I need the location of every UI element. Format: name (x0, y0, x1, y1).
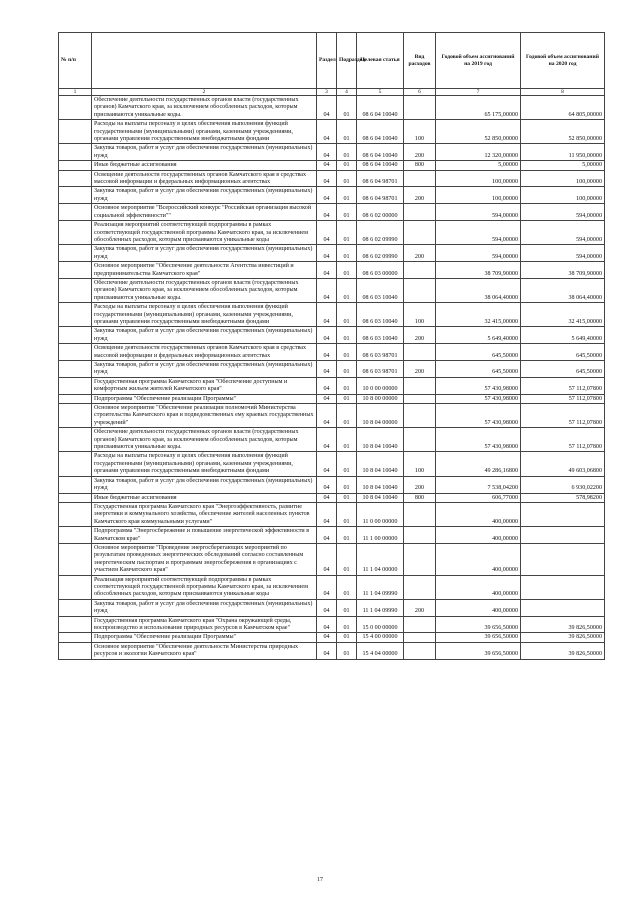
amount-2019-cell: 57 430,98000 (436, 377, 521, 394)
target-article-cell: 08 6 02 09990 (357, 221, 404, 245)
budget-table-page (58, 32, 604, 660)
subsection-cell: 01 (337, 361, 357, 378)
row-name-cell: Реализация мероприятий соответствующей подпрограммы в рамках соответствующей государственной программы Камчатского края, за исключением обособленных расходов, которым присваиваются уникальные коды (92, 575, 317, 599)
amount-2019-cell: 400,00000 (436, 575, 521, 599)
section-cell: 04 (317, 144, 337, 161)
subsection-cell: 01 (337, 144, 357, 161)
subsection-cell: 01 (337, 599, 357, 616)
table-row (59, 187, 605, 204)
row-number-cell (59, 245, 92, 262)
header-name (92, 33, 317, 89)
row-name-cell: Подпрограмма "Энергосбережение и повышение энергетической эффективности в Камчатском крае" (92, 527, 317, 544)
target-article-cell: 10 8 04 10040 (357, 452, 404, 476)
row-number-cell (59, 527, 92, 544)
table-row (59, 527, 605, 544)
section-cell: 04 (317, 204, 337, 221)
amount-2019-cell: 645,50000 (436, 361, 521, 378)
row-number-cell (59, 96, 92, 120)
table-row (59, 361, 605, 378)
subsection-cell: 01 (337, 452, 357, 476)
row-name-cell: Расходы на выплаты персоналу в целях обеспечения выполнения функций государственными (муниципальными) органами, казенными учреждениями, органами управления государственными внебюджетными фондами (92, 303, 317, 327)
row-name-cell: Расходы на выплаты персоналу в целях обеспечения выполнения функций государственными (муниципальными) органами, казенными учреждениями, органами управления государственными внебюджетными фондами (92, 120, 317, 144)
row-name-cell: Реализация мероприятий соответствующей подпрограммы в рамках соответствующей государственной программы Камчатского края, за исключением обособленных расходов, которым присваиваются уникальные коды (92, 221, 317, 245)
section-cell: 04 (317, 221, 337, 245)
row-number-cell (59, 262, 92, 279)
amount-2019-cell: 594,00000 (436, 245, 521, 262)
amount-2019-cell: 400,00000 (436, 502, 521, 526)
amount-2019-cell: 12 320,00000 (436, 144, 521, 161)
expense-type-cell (404, 377, 436, 394)
header-section: Раздел (317, 33, 337, 89)
amount-2019-cell: 400,00000 (436, 527, 521, 544)
target-article-cell: 11 1 04 09990 (357, 575, 404, 599)
column-index: 3 (317, 89, 337, 96)
expense-type-cell: 100 (404, 120, 436, 144)
table-row (59, 144, 605, 161)
expense-type-cell: 200 (404, 187, 436, 204)
table-row (59, 377, 605, 394)
row-number-cell (59, 344, 92, 361)
subsection-cell: 01 (337, 327, 357, 344)
section-cell: 04 (317, 327, 337, 344)
subsection-cell: 01 (337, 161, 357, 170)
amount-2020-cell: 57 112,07800 (521, 377, 605, 394)
header-num: № п/п (59, 33, 92, 89)
section-cell: 04 (317, 452, 337, 476)
expense-type-cell (404, 278, 436, 302)
row-name-cell: Закупка товаров, работ и услуг для обеспечения государственных (муниципальных) нужд (92, 245, 317, 262)
amount-2019-cell: 5,00000 (436, 161, 521, 170)
amount-2020-cell (521, 599, 605, 616)
subsection-cell: 01 (337, 394, 357, 403)
amount-2020-cell: 5 649,40000 (521, 327, 605, 344)
amount-2019-cell: 7 538,04200 (436, 476, 521, 493)
row-name-cell: Освещение деятельности государственных органов Камчатского края в средствах массовой информации и федеральных информационных агентствах (92, 344, 317, 361)
subsection-cell: 01 (337, 502, 357, 526)
section-cell: 04 (317, 170, 337, 187)
section-cell: 04 (317, 633, 337, 642)
column-index: 7 (436, 89, 521, 96)
table-row (59, 599, 605, 616)
row-name-cell: Государственная программа Камчатского края "Энергоэффективность, развитие энергетики и коммунального хозяйства, обеспечение жителей населенных пунктов Камчатского края коммунальными услугами" (92, 502, 317, 526)
expense-type-cell: 100 (404, 452, 436, 476)
row-number-cell (59, 493, 92, 502)
expense-type-cell: 100 (404, 303, 436, 327)
row-number-cell (59, 377, 92, 394)
amount-2020-cell: 645,50000 (521, 361, 605, 378)
row-name-cell: Закупка товаров, работ и услуг для обеспечения государственных (муниципальных) нужд (92, 599, 317, 616)
section-cell: 04 (317, 96, 337, 120)
row-number-cell (59, 161, 92, 170)
expense-type-cell (404, 543, 436, 575)
amount-2019-cell: 52 850,00000 (436, 120, 521, 144)
amount-2020-cell: 64 805,00000 (521, 96, 605, 120)
target-article-cell: 10 8 00 00000 (357, 394, 404, 403)
amount-2019-cell: 57 430,98000 (436, 428, 521, 452)
row-name-cell: Закупка товаров, работ и услуг для обеспечения государственных (муниципальных) нужд (92, 187, 317, 204)
amount-2020-cell: 39 826,50000 (521, 633, 605, 642)
subsection-cell: 01 (337, 221, 357, 245)
table-row (59, 616, 605, 633)
row-name-cell: Подпрограмма "Обеспечение реализации Программы" (92, 394, 317, 403)
row-name-cell: Закупка товаров, работ и услуг для обеспечения государственных (муниципальных) нужд (92, 327, 317, 344)
amount-2019-cell: 65 175,00000 (436, 96, 521, 120)
amount-2020-cell: 38 064,40000 (521, 278, 605, 302)
row-number-cell (59, 642, 92, 659)
target-article-cell: 15 4 00 00000 (357, 633, 404, 642)
target-article-cell: 10 8 04 10040 (357, 428, 404, 452)
subsection-cell: 01 (337, 527, 357, 544)
subsection-cell: 01 (337, 404, 357, 428)
target-article-cell: 08 6 03 10040 (357, 278, 404, 302)
subsection-cell: 01 (337, 642, 357, 659)
amount-2020-cell (521, 502, 605, 526)
row-name-cell: Основное мероприятие "Обеспечение реализации полномочий Министерства строительства Камчатского края и подведомственных ему краевых государственных учреждений" (92, 404, 317, 428)
target-article-cell: 10 8 04 00000 (357, 404, 404, 428)
subsection-cell: 01 (337, 428, 357, 452)
amount-2019-cell: 38 709,90000 (436, 262, 521, 279)
row-name-cell: Подпрограмма "Обеспечение реализации Программы" (92, 633, 317, 642)
row-name-cell: Закупка товаров, работ и услуг для обеспечения государственных (муниципальных) нужд (92, 361, 317, 378)
row-name-cell: Закупка товаров, работ и услуг для обеспечения государственных (муниципальных) нужд (92, 476, 317, 493)
section-cell: 04 (317, 642, 337, 659)
amount-2020-cell: 39 826,50000 (521, 616, 605, 633)
subsection-cell: 01 (337, 187, 357, 204)
amount-2019-cell: 5 649,40000 (436, 327, 521, 344)
table-row (59, 344, 605, 361)
header-expense-type: Вид расходов (404, 33, 436, 89)
row-number-cell (59, 476, 92, 493)
row-number-cell (59, 187, 92, 204)
table-row (59, 170, 605, 187)
row-name-cell: Основное мероприятие "Обеспечение деятельности Министерства природных ресурсов и экологии Камчатского края" (92, 642, 317, 659)
expense-type-cell: 200 (404, 245, 436, 262)
section-cell: 04 (317, 575, 337, 599)
column-index: 6 (404, 89, 436, 96)
amount-2020-cell: 11 950,00000 (521, 144, 605, 161)
row-name-cell: Обеспечение деятельности государственных органов власти (государственных органов) Камчатского края, за исключением обособленных расходов, которым присваиваются уникальные коды. (92, 96, 317, 120)
amount-2020-cell (521, 527, 605, 544)
row-number-cell (59, 221, 92, 245)
amount-2019-cell: 39 656,50000 (436, 633, 521, 642)
amount-2020-cell (521, 543, 605, 575)
amount-2020-cell: 5,00000 (521, 161, 605, 170)
target-article-cell: 10 8 04 10040 (357, 476, 404, 493)
subsection-cell: 01 (337, 575, 357, 599)
table-row (59, 428, 605, 452)
expense-type-cell (404, 502, 436, 526)
row-name-cell: Расходы на выплаты персоналу в целях обеспечения выполнения функций государственными (муниципальными) органами, казенными учреждениями, органами управления государственными внебюджетными фондами (92, 452, 317, 476)
amount-2019-cell: 38 064,40000 (436, 278, 521, 302)
amount-2020-cell: 39 826,50000 (521, 642, 605, 659)
row-name-cell: Основное мероприятие "Всероссийский конкурс "Российская организация высокой социальной эффективности"" (92, 204, 317, 221)
row-name-cell: Основное мероприятие "Обеспечение деятельности Агентства инвестиций и предпринимательства Камчатского края" (92, 262, 317, 279)
expense-type-cell: 800 (404, 161, 436, 170)
target-article-cell: 08 6 04 98701 (357, 187, 404, 204)
section-cell: 04 (317, 527, 337, 544)
amount-2020-cell: 100,00000 (521, 187, 605, 204)
page-number: 17 (317, 877, 323, 883)
section-cell: 04 (317, 543, 337, 575)
table-row (59, 452, 605, 476)
amount-2020-cell: 6 930,02200 (521, 476, 605, 493)
column-index: 4 (337, 89, 357, 96)
row-number-cell (59, 428, 92, 452)
budget-table (58, 32, 605, 660)
expense-type-cell (404, 633, 436, 642)
target-article-cell: 08 6 04 10040 (357, 96, 404, 120)
table-row (59, 327, 605, 344)
table-row (59, 642, 605, 659)
table-row (59, 575, 605, 599)
target-article-cell: 11 0 00 00000 (357, 502, 404, 526)
header-amount-2019: Годовой объем ассигнований на 2019 год (436, 33, 521, 89)
table-row (59, 502, 605, 526)
row-number-cell (59, 452, 92, 476)
amount-2019-cell: 39 656,50000 (436, 616, 521, 633)
section-cell: 04 (317, 428, 337, 452)
target-article-cell: 11 1 00 00000 (357, 527, 404, 544)
row-number-cell (59, 394, 92, 403)
amount-2019-cell: 594,00000 (436, 221, 521, 245)
expense-type-cell (404, 394, 436, 403)
table-row (59, 161, 605, 170)
row-name-cell: Обеспечение деятельности государственных органов власти (государственных органов) Камчатского края, за исключением обособленных расходов, которым присваиваются уникальные коды. (92, 278, 317, 302)
column-index: 5 (357, 89, 404, 96)
target-article-cell: 08 6 03 98701 (357, 361, 404, 378)
target-article-cell: 10 0 00 00000 (357, 377, 404, 394)
expense-type-cell: 200 (404, 327, 436, 344)
row-name-cell: Закупка товаров, работ и услуг для обеспечения государственных (муниципальных) нужд (92, 144, 317, 161)
row-number-cell (59, 361, 92, 378)
amount-2019-cell: 100,00000 (436, 170, 521, 187)
table-row (59, 96, 605, 120)
row-name-cell: Государственная программа Камчатского края "Обеспечение доступным и комфортным жильем жителей Камчатского края" (92, 377, 317, 394)
row-name-cell: Иные бюджетные ассигнования (92, 493, 317, 502)
subsection-cell: 01 (337, 278, 357, 302)
subsection-cell: 01 (337, 616, 357, 633)
amount-2020-cell: 38 709,90000 (521, 262, 605, 279)
target-article-cell: 15 4 04 00000 (357, 642, 404, 659)
amount-2019-cell: 57 430,98000 (436, 404, 521, 428)
expense-type-cell: 200 (404, 361, 436, 378)
amount-2020-cell: 578,98200 (521, 493, 605, 502)
target-article-cell: 08 6 03 00000 (357, 262, 404, 279)
expense-type-cell (404, 527, 436, 544)
amount-2020-cell: 52 850,00000 (521, 120, 605, 144)
subsection-cell: 01 (337, 245, 357, 262)
amount-2019-cell: 57 430,98000 (436, 394, 521, 403)
row-name-cell: Иные бюджетные ассигнования (92, 161, 317, 170)
section-cell: 04 (317, 361, 337, 378)
row-name-cell: Освещение деятельности государственных органов Камчатского края в средствах массовой информации и федеральных информационных агентствах (92, 170, 317, 187)
amount-2020-cell: 594,00000 (521, 204, 605, 221)
row-number-cell (59, 170, 92, 187)
expense-type-cell (404, 204, 436, 221)
section-cell: 04 (317, 599, 337, 616)
section-cell: 04 (317, 502, 337, 526)
expense-type-cell: 200 (404, 144, 436, 161)
row-name-cell: Государственная программа Камчатского края "Охрана окружающей среды, воспроизводство и использование природных ресурсов в Камчатском крае" (92, 616, 317, 633)
table-row (59, 394, 605, 403)
subsection-cell: 01 (337, 96, 357, 120)
table-row (59, 476, 605, 493)
row-number-cell (59, 633, 92, 642)
target-article-cell: 08 6 03 10040 (357, 303, 404, 327)
row-number-cell (59, 599, 92, 616)
amount-2020-cell: 57 112,07800 (521, 394, 605, 403)
column-index: 2 (92, 89, 317, 96)
row-number-cell (59, 575, 92, 599)
section-cell: 04 (317, 303, 337, 327)
expense-type-cell (404, 616, 436, 633)
target-article-cell: 08 6 04 10040 (357, 144, 404, 161)
subsection-cell: 01 (337, 377, 357, 394)
amount-2019-cell: 594,00000 (436, 204, 521, 221)
expense-type-cell (404, 96, 436, 120)
amount-2020-cell: 57 112,07800 (521, 404, 605, 428)
expense-type-cell (404, 170, 436, 187)
expense-type-cell (404, 344, 436, 361)
column-index: 8 (521, 89, 605, 96)
amount-2020-cell: 32 415,00000 (521, 303, 605, 327)
amount-2020-cell: 594,00000 (521, 245, 605, 262)
row-number-cell (59, 327, 92, 344)
amount-2019-cell: 100,00000 (436, 187, 521, 204)
expense-type-cell (404, 404, 436, 428)
row-number-cell (59, 404, 92, 428)
table-row (59, 633, 605, 642)
amount-2019-cell: 49 286,16800 (436, 452, 521, 476)
subsection-cell: 01 (337, 476, 357, 493)
amount-2019-cell: 645,50000 (436, 344, 521, 361)
target-article-cell: 08 6 02 09990 (357, 245, 404, 262)
target-article-cell: 08 6 03 98701 (357, 344, 404, 361)
row-number-cell (59, 144, 92, 161)
amount-2020-cell: 594,00000 (521, 221, 605, 245)
subsection-cell: 01 (337, 120, 357, 144)
table-row (59, 493, 605, 502)
amount-2020-cell (521, 575, 605, 599)
target-article-cell: 08 6 04 10040 (357, 120, 404, 144)
table-row (59, 262, 605, 279)
row-number-cell (59, 278, 92, 302)
table-row (59, 278, 605, 302)
amount-2019-cell: 606,77000 (436, 493, 521, 502)
row-number-cell (59, 120, 92, 144)
amount-2019-cell: 400,00000 (436, 599, 521, 616)
header-target-article: Целевая статья (357, 33, 404, 89)
section-cell: 04 (317, 404, 337, 428)
column-index-row (59, 89, 605, 96)
amount-2019-cell: 400,00000 (436, 543, 521, 575)
section-cell: 04 (317, 120, 337, 144)
header-row (59, 33, 605, 89)
amount-2020-cell: 645,50000 (521, 344, 605, 361)
section-cell: 04 (317, 278, 337, 302)
amount-2019-cell: 32 415,00000 (436, 303, 521, 327)
table-row (59, 303, 605, 327)
table-row (59, 404, 605, 428)
expense-type-cell (404, 428, 436, 452)
amount-2020-cell: 49 603,06800 (521, 452, 605, 476)
row-name-cell: Обеспечение деятельности государственных органов власти (государственных органов) Камчатского края, за исключением обособленных расходов, которым присваиваются уникальные коды. (92, 428, 317, 452)
expense-type-cell (404, 642, 436, 659)
target-article-cell: 11 1 04 09990 (357, 599, 404, 616)
section-cell: 04 (317, 616, 337, 633)
column-index: 1 (59, 89, 92, 96)
target-article-cell: 10 8 04 10040 (357, 493, 404, 502)
subsection-cell: 01 (337, 633, 357, 642)
header-subsection: Подраздел (337, 33, 357, 89)
subsection-cell: 01 (337, 543, 357, 575)
expense-type-cell (404, 221, 436, 245)
subsection-cell: 01 (337, 344, 357, 361)
target-article-cell: 15 0 00 00000 (357, 616, 404, 633)
target-article-cell: 08 6 04 98701 (357, 170, 404, 187)
table-row (59, 543, 605, 575)
section-cell: 04 (317, 394, 337, 403)
section-cell: 04 (317, 476, 337, 493)
amount-2020-cell: 100,00000 (521, 170, 605, 187)
section-cell: 04 (317, 377, 337, 394)
target-article-cell: 11 1 04 00000 (357, 543, 404, 575)
row-number-cell (59, 543, 92, 575)
row-number-cell (59, 616, 92, 633)
expense-type-cell (404, 262, 436, 279)
row-number-cell (59, 502, 92, 526)
row-name-cell: Основное мероприятие "Проведение энергосберегающих мероприятий по результатам проведенных энергетических обследований согласно составленным энергетическим паспортам и программам энергосбережения в организациях с участием Камчатского края" (92, 543, 317, 575)
target-article-cell: 08 6 02 00000 (357, 204, 404, 221)
row-number-cell (59, 204, 92, 221)
section-cell: 04 (317, 161, 337, 170)
section-cell: 04 (317, 187, 337, 204)
header-amount-2020: Годовой объем ассигнований на 2020 год (521, 33, 605, 89)
section-cell: 04 (317, 344, 337, 361)
table-row (59, 245, 605, 262)
subsection-cell: 01 (337, 493, 357, 502)
amount-2019-cell: 39 656,50000 (436, 642, 521, 659)
subsection-cell: 01 (337, 204, 357, 221)
row-number-cell (59, 303, 92, 327)
subsection-cell: 01 (337, 303, 357, 327)
table-row (59, 221, 605, 245)
table-body (59, 96, 605, 660)
section-cell: 04 (317, 245, 337, 262)
section-cell: 04 (317, 262, 337, 279)
expense-type-cell: 800 (404, 493, 436, 502)
expense-type-cell: 200 (404, 476, 436, 493)
section-cell: 04 (317, 493, 337, 502)
subsection-cell: 01 (337, 262, 357, 279)
target-article-cell: 08 6 03 10040 (357, 327, 404, 344)
expense-type-cell: 200 (404, 599, 436, 616)
expense-type-cell (404, 575, 436, 599)
table-row (59, 204, 605, 221)
subsection-cell: 01 (337, 170, 357, 187)
amount-2020-cell: 57 112,07800 (521, 428, 605, 452)
table-row (59, 120, 605, 144)
target-article-cell: 08 6 04 10040 (357, 161, 404, 170)
